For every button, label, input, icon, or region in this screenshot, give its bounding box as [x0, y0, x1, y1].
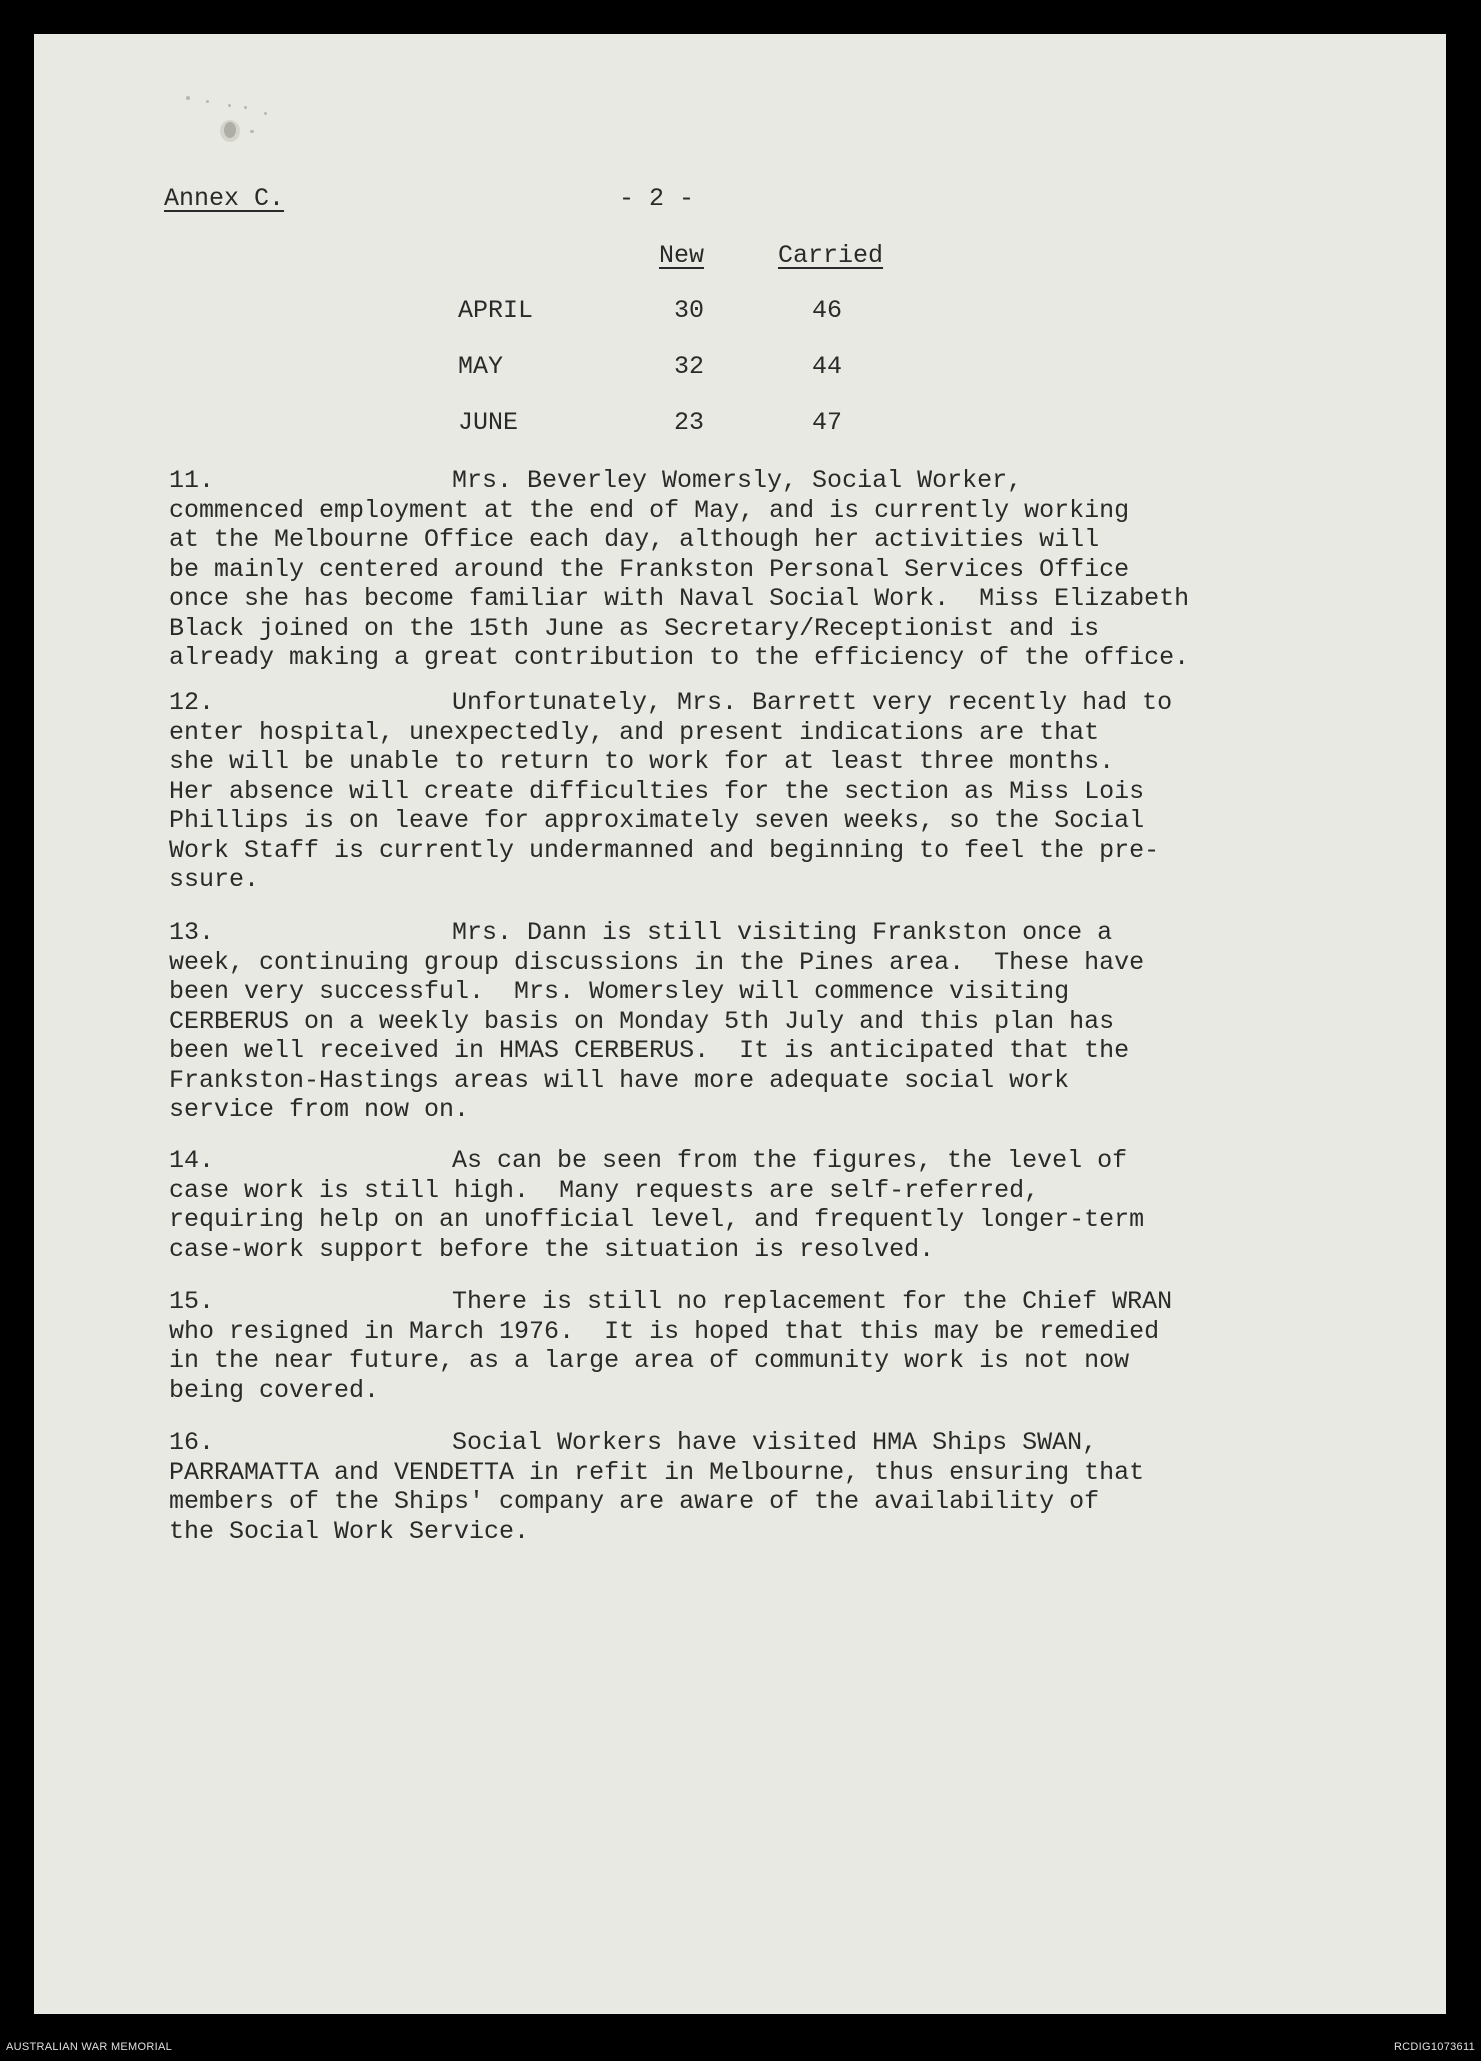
paragraph-line: who resigned in March 1976. It is hoped that this may be remedied: [169, 1316, 1160, 1346]
paragraph-first-line: [169, 1146, 1369, 1176]
paragraph-first-line: [169, 466, 1369, 496]
paragraph-line: ssure.: [169, 865, 260, 894]
paragraph-number: 16.: [169, 1428, 215, 1457]
paragraph-12: [169, 688, 1369, 895]
paragraph-line: case-work support before the situation is resolved.: [169, 1234, 935, 1264]
paragraph-15: [169, 1287, 1369, 1405]
paragraph-line: at the Melbourne Office each day, although her activities will: [169, 525, 1100, 554]
table-row: [34, 352, 1446, 392]
paragraph-line: Mrs. Beverley Womersly, Social Worker,: [452, 466, 1023, 495]
paragraph-14: [169, 1146, 1369, 1264]
paragraph-first-line: [169, 1428, 1369, 1458]
paragraph-line: she will be unable to return to work for at least three months.: [169, 747, 1115, 776]
paragraph-16: [169, 1428, 1369, 1546]
column-header-new: New: [659, 241, 705, 270]
row-month: MAY: [458, 352, 504, 381]
paragraph-line: already making a great contribution to the efficiency of the office.: [169, 643, 1190, 672]
table-row: [34, 408, 1446, 448]
paragraph-line: in the near future, as a large area of community work is not now: [169, 1346, 1130, 1375]
paragraph-11: [169, 466, 1369, 673]
row-month: APRIL: [458, 296, 534, 325]
punch-hole-marks: [184, 94, 304, 164]
annex-label: Annex C.: [164, 184, 285, 213]
paragraph-first-line: [169, 1287, 1369, 1317]
row-carried-value: 47: [812, 408, 843, 437]
paragraph-line: PARRAMATTA and VENDETTA in refit in Melbourne, thus ensuring that: [169, 1457, 1145, 1487]
archive-reference-id: RCDIG1073611: [1393, 2041, 1475, 2053]
paragraph-number: 11.: [169, 466, 215, 495]
page-number: - 2 -: [619, 184, 695, 213]
paragraph-line: Phillips is on leave for approximately seven weeks, so the Social: [169, 806, 1145, 835]
paragraph-line: requiring help on an unofficial level, and frequently longer-term: [169, 1205, 1145, 1234]
column-header-carried: Carried: [778, 241, 884, 270]
paragraph-line: enter hospital, unexpectedly, and present indications are that: [169, 717, 1100, 747]
paragraph-line: been very successful. Mrs. Womersley will commence visiting: [169, 977, 1070, 1006]
paragraph-number: 12.: [169, 688, 215, 717]
paragraph-line: Her absence will create difficulties for the section as Miss Lois: [169, 776, 1145, 806]
paragraph-line: CERBERUS on a weekly basis on Monday 5th July and this plan has: [169, 1006, 1115, 1036]
paragraph-number: 13.: [169, 918, 215, 947]
paragraph-line: be mainly centered around the Frankston Personal Services Office: [169, 554, 1130, 584]
paragraph-line: case work is still high. Many requests are self-referred,: [169, 1175, 1040, 1205]
paragraph-first-line: [169, 688, 1369, 718]
paragraph-line: service from now on.: [169, 1095, 470, 1124]
paragraph-line: commenced employment at the end of May, and is currently working: [169, 495, 1130, 525]
paragraph-line: being covered.: [169, 1375, 380, 1405]
paragraph-line: Black joined on the 15th June as Secretary/Receptionist and is: [169, 613, 1100, 643]
row-new-value: 23: [674, 408, 705, 437]
paragraph-line: Mrs. Dann is still visiting Frankston once a: [452, 918, 1113, 947]
row-new-value: 32: [674, 352, 705, 381]
paragraph-line: the Social Work Service.: [169, 1516, 530, 1546]
paragraph-number: 14.: [169, 1146, 215, 1175]
paragraph-line: Unfortunately, Mrs. Barrett very recently had to: [452, 688, 1173, 717]
document-page: [34, 34, 1446, 2014]
paragraph-line: once she has become familiar with Naval Social Work. Miss Elizabeth: [169, 584, 1190, 613]
archive-credit: AUSTRALIAN WAR MEMORIAL: [6, 2041, 173, 2053]
paragraph-13: [169, 918, 1369, 1125]
paragraph-line: been well received in HMAS CERBERUS. It is anticipated that the: [169, 1036, 1130, 1065]
paragraph-line: Work Staff is currently undermanned and beginning to feel the pre-: [169, 835, 1160, 865]
paragraph-number: 15.: [169, 1287, 215, 1316]
row-carried-value: 44: [812, 352, 843, 381]
row-carried-value: 46: [812, 296, 843, 325]
paragraph-line: Social Workers have visited HMA Ships SWAN,: [452, 1428, 1098, 1457]
paragraph-line: As can be seen from the figures, the level of: [452, 1146, 1128, 1175]
paragraph-line: members of the Ships' company are aware of the availability of: [169, 1487, 1100, 1516]
table-row: [34, 296, 1446, 336]
paragraph-line: week, continuing group discussions in the Pines area. These have: [169, 947, 1145, 977]
row-month: JUNE: [458, 408, 519, 437]
row-new-value: 30: [674, 296, 705, 325]
paragraph-line: There is still no replacement for the Chief WRAN: [452, 1287, 1173, 1316]
paragraph-line: Frankston-Hastings areas will have more adequate social work: [169, 1065, 1070, 1095]
paragraph-first-line: [169, 918, 1369, 948]
